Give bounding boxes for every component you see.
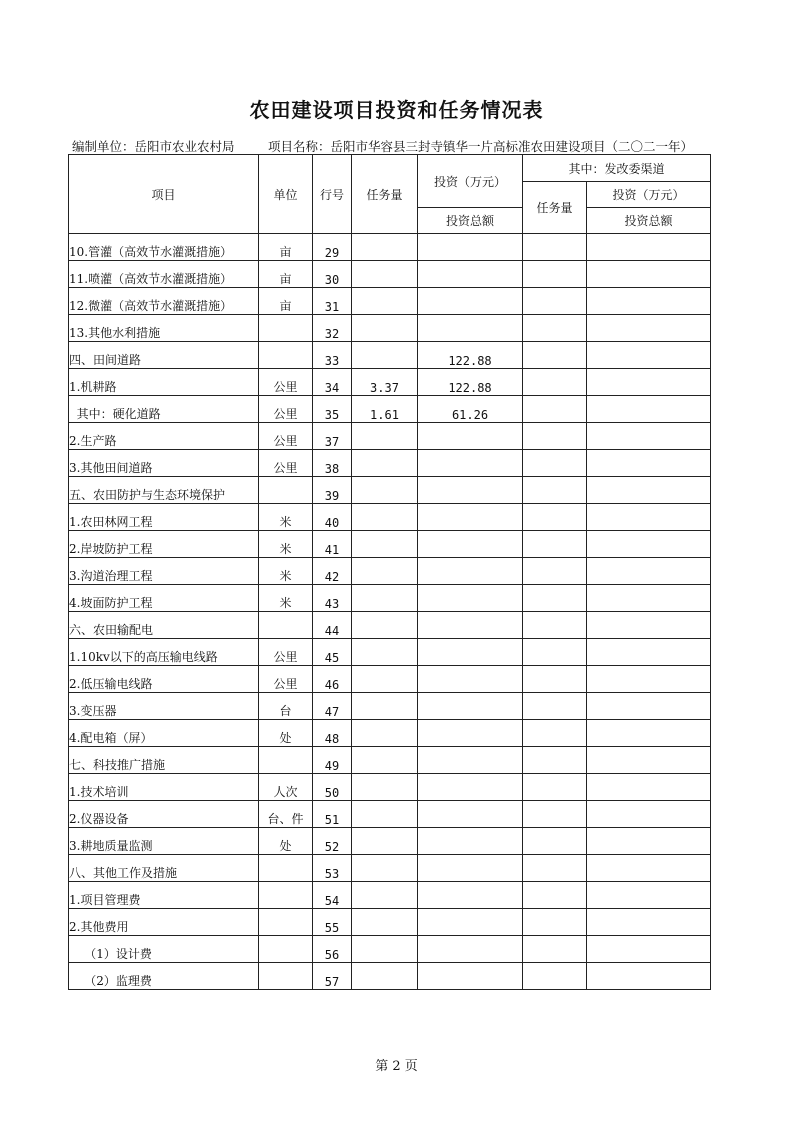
row-number: 46: [313, 666, 352, 693]
row-number: 45: [313, 639, 352, 666]
row-invest-total: [418, 774, 523, 801]
row-number: 42: [313, 558, 352, 585]
table-row: [69, 531, 711, 558]
row-item-name: 13.其他水利措施: [69, 315, 259, 342]
row-task-amount: [352, 909, 418, 936]
table-row: [69, 288, 711, 315]
row-item-name: 1.项目管理费: [69, 882, 259, 909]
row-task-amount: [352, 585, 418, 612]
table-row: [69, 855, 711, 882]
row-unit: 公里: [259, 666, 313, 693]
table-row: [69, 369, 711, 396]
row-invest-total: [418, 720, 523, 747]
row-invest-total: 122.88: [418, 369, 523, 396]
row-sub-task-amount: [523, 936, 587, 963]
row-number: 32: [313, 315, 352, 342]
row-invest-total: [418, 666, 523, 693]
row-number: 54: [313, 882, 352, 909]
row-number: 56: [313, 936, 352, 963]
row-item-name: 1.农田林网工程: [69, 504, 259, 531]
header-sub-task: 任务量: [523, 182, 587, 234]
table-row: [69, 963, 711, 990]
row-item-name: （2）监理费: [69, 963, 259, 990]
project-name: 项目名称：岳阳市华容县三封寺镇华一片高标准农田建设项目（二〇二一年）: [268, 139, 694, 154]
row-sub-invest-total: [587, 477, 711, 504]
row-sub-task-amount: [523, 315, 587, 342]
table-row: [69, 720, 711, 747]
row-task-amount: [352, 774, 418, 801]
row-item-name: 八、其他工作及措施: [69, 855, 259, 882]
row-number: 50: [313, 774, 352, 801]
row-task-amount: [352, 828, 418, 855]
row-number: 40: [313, 504, 352, 531]
row-task-amount: [352, 261, 418, 288]
compiling-unit: 编制单位：岳阳市农业农村局: [72, 139, 235, 154]
row-sub-task-amount: [523, 963, 587, 990]
row-invest-total: [418, 531, 523, 558]
row-number: 57: [313, 963, 352, 990]
row-unit: [259, 315, 313, 342]
row-unit: 米: [259, 585, 313, 612]
row-sub-invest-total: [587, 801, 711, 828]
row-task-amount: [352, 963, 418, 990]
row-sub-invest-total: [587, 855, 711, 882]
row-sub-task-amount: [523, 774, 587, 801]
row-sub-invest-total: [587, 288, 711, 315]
row-item-name: 2.低压输电线路: [69, 666, 259, 693]
row-sub-task-amount: [523, 855, 587, 882]
row-item-name: 五、农田防护与生态环境保护: [69, 477, 259, 504]
row-unit: [259, 936, 313, 963]
row-sub-invest-total: [587, 774, 711, 801]
row-task-amount: [352, 693, 418, 720]
table-row: [69, 585, 711, 612]
table-row: [69, 936, 711, 963]
header-item: 项目: [69, 155, 259, 234]
row-sub-invest-total: [587, 612, 711, 639]
table-row: [69, 396, 711, 423]
row-task-amount: [352, 801, 418, 828]
row-number: 55: [313, 909, 352, 936]
row-item-name: 1.10kv以下的高压输电线路: [69, 639, 259, 666]
table-row: [69, 261, 711, 288]
row-unit: 亩: [259, 234, 313, 261]
row-task-amount: 1.61: [352, 396, 418, 423]
row-unit: 公里: [259, 369, 313, 396]
row-task-amount: [352, 747, 418, 774]
row-sub-task-amount: [523, 882, 587, 909]
row-unit: 台: [259, 693, 313, 720]
row-task-amount: [352, 936, 418, 963]
row-sub-task-amount: [523, 342, 587, 369]
table-row: [69, 828, 711, 855]
row-sub-task-amount: [523, 423, 587, 450]
row-invest-total: [418, 234, 523, 261]
row-invest-total: [418, 828, 523, 855]
row-invest-total: [418, 936, 523, 963]
row-sub-invest-total: [587, 369, 711, 396]
row-item-name: 12.微灌（高效节水灌溉措施）: [69, 288, 259, 315]
row-number: 47: [313, 693, 352, 720]
table-row: [69, 747, 711, 774]
row-number: 29: [313, 234, 352, 261]
row-number: 52: [313, 828, 352, 855]
table-row: [69, 639, 711, 666]
row-item-name: 3.变压器: [69, 693, 259, 720]
row-task-amount: [352, 639, 418, 666]
row-unit: 台、件: [259, 801, 313, 828]
row-sub-invest-total: [587, 720, 711, 747]
table-row: [69, 909, 711, 936]
header-unit: 单位: [259, 155, 313, 234]
row-sub-task-amount: [523, 909, 587, 936]
row-sub-invest-total: [587, 261, 711, 288]
row-unit: 公里: [259, 423, 313, 450]
row-invest-total: 122.88: [418, 342, 523, 369]
row-item-name: 4.坡面防护工程: [69, 585, 259, 612]
row-unit: 公里: [259, 396, 313, 423]
row-item-name: 3.沟道治理工程: [69, 558, 259, 585]
row-item-name: 七、科技推广措施: [69, 747, 259, 774]
row-item-name: 3.其他田间道路: [69, 450, 259, 477]
row-sub-task-amount: [523, 828, 587, 855]
table-row: [69, 423, 711, 450]
row-unit: 处: [259, 828, 313, 855]
row-sub-task-amount: [523, 747, 587, 774]
row-item-name: 4.配电箱（屏）: [69, 720, 259, 747]
row-unit: 公里: [259, 450, 313, 477]
row-item-name: 1.技术培训: [69, 774, 259, 801]
row-unit: [259, 909, 313, 936]
row-number: 49: [313, 747, 352, 774]
row-item-name: 四、田间道路: [69, 342, 259, 369]
page-number: 第 2 页: [375, 1059, 418, 1074]
row-unit: 处: [259, 720, 313, 747]
header-sub-invest-total: 投资总额: [587, 208, 711, 234]
row-invest-total: [418, 963, 523, 990]
row-sub-invest-total: [587, 909, 711, 936]
row-item-name: 2.其他费用: [69, 909, 259, 936]
row-sub-invest-total: [587, 423, 711, 450]
table-row: [69, 774, 711, 801]
header-invest-total: 投资总额: [418, 208, 523, 234]
row-unit: [259, 855, 313, 882]
row-sub-task-amount: [523, 558, 587, 585]
row-task-amount: [352, 450, 418, 477]
row-task-amount: [352, 504, 418, 531]
row-item-name: 2.生产路: [69, 423, 259, 450]
row-number: 41: [313, 531, 352, 558]
page-title: 农田建设项目投资和任务情况表: [249, 98, 544, 122]
table-row: [69, 504, 711, 531]
row-invest-total: [418, 504, 523, 531]
row-invest-total: [418, 477, 523, 504]
row-number: 33: [313, 342, 352, 369]
row-invest-total: [418, 747, 523, 774]
row-task-amount: [352, 477, 418, 504]
row-item-name: 2.仪器设备: [69, 801, 259, 828]
row-invest-total: [418, 585, 523, 612]
row-sub-task-amount: [523, 666, 587, 693]
row-number: 51: [313, 801, 352, 828]
row-item-name: 2.岸坡防护工程: [69, 531, 259, 558]
row-unit: [259, 747, 313, 774]
row-sub-task-amount: [523, 585, 587, 612]
row-task-amount: [352, 288, 418, 315]
row-invest-total: [418, 423, 523, 450]
table-row: [69, 882, 711, 909]
row-sub-task-amount: [523, 234, 587, 261]
row-task-amount: [352, 558, 418, 585]
table-row: [69, 693, 711, 720]
row-unit: 米: [259, 558, 313, 585]
row-sub-task-amount: [523, 369, 587, 396]
row-task-amount: [352, 612, 418, 639]
row-number: 34: [313, 369, 352, 396]
row-sub-task-amount: [523, 504, 587, 531]
row-number: 53: [313, 855, 352, 882]
row-sub-task-amount: [523, 450, 587, 477]
row-item-name: 1.机耕路: [69, 369, 259, 396]
row-task-amount: [352, 234, 418, 261]
row-number: 30: [313, 261, 352, 288]
row-number: 31: [313, 288, 352, 315]
row-sub-invest-total: [587, 666, 711, 693]
investment-task-table: [68, 154, 711, 990]
header-sub-invest: 投资（万元）: [587, 182, 711, 208]
row-sub-task-amount: [523, 396, 587, 423]
header-sub-group: 其中：发改委渠道: [523, 155, 711, 182]
row-invest-total: [418, 261, 523, 288]
row-task-amount: [352, 423, 418, 450]
row-sub-invest-total: [587, 315, 711, 342]
row-unit: 亩: [259, 288, 313, 315]
header-task: 任务量: [352, 155, 418, 234]
row-sub-task-amount: [523, 639, 587, 666]
row-invest-total: [418, 909, 523, 936]
table-row: [69, 801, 711, 828]
row-sub-task-amount: [523, 693, 587, 720]
row-sub-invest-total: [587, 936, 711, 963]
row-unit: 米: [259, 531, 313, 558]
row-sub-invest-total: [587, 504, 711, 531]
row-unit: [259, 342, 313, 369]
row-sub-task-amount: [523, 720, 587, 747]
row-sub-task-amount: [523, 288, 587, 315]
row-sub-task-amount: [523, 801, 587, 828]
table-row: [69, 558, 711, 585]
row-invest-total: [418, 558, 523, 585]
header-invest: 投资（万元）: [418, 155, 523, 208]
row-invest-total: [418, 882, 523, 909]
row-unit: [259, 612, 313, 639]
table-row: [69, 612, 711, 639]
table-row: [69, 342, 711, 369]
row-sub-task-amount: [523, 531, 587, 558]
row-item-name: 11.喷灌（高效节水灌溉措施）: [69, 261, 259, 288]
row-sub-invest-total: [587, 531, 711, 558]
row-task-amount: [352, 315, 418, 342]
row-invest-total: [418, 315, 523, 342]
row-invest-total: 61.26: [418, 396, 523, 423]
row-task-amount: [352, 882, 418, 909]
row-unit: 亩: [259, 261, 313, 288]
row-task-amount: [352, 342, 418, 369]
row-sub-invest-total: [587, 639, 711, 666]
table-row: [69, 666, 711, 693]
row-invest-total: [418, 855, 523, 882]
row-task-amount: [352, 720, 418, 747]
row-unit: 米: [259, 504, 313, 531]
row-unit: 公里: [259, 639, 313, 666]
row-invest-total: [418, 639, 523, 666]
row-sub-invest-total: [587, 558, 711, 585]
header-row-no: 行号: [313, 155, 352, 234]
row-task-amount: [352, 666, 418, 693]
row-sub-task-amount: [523, 477, 587, 504]
row-invest-total: [418, 450, 523, 477]
row-sub-task-amount: [523, 612, 587, 639]
row-invest-total: [418, 693, 523, 720]
row-sub-invest-total: [587, 963, 711, 990]
table-row: [69, 450, 711, 477]
row-sub-invest-total: [587, 828, 711, 855]
row-sub-invest-total: [587, 882, 711, 909]
row-item-name: （1）设计费: [69, 936, 259, 963]
row-invest-total: [418, 288, 523, 315]
row-number: 35: [313, 396, 352, 423]
row-number: 37: [313, 423, 352, 450]
row-sub-task-amount: [523, 261, 587, 288]
row-unit: [259, 882, 313, 909]
row-sub-invest-total: [587, 450, 711, 477]
row-number: 48: [313, 720, 352, 747]
row-number: 44: [313, 612, 352, 639]
row-unit: [259, 963, 313, 990]
row-item-name: 六、农田输配电: [69, 612, 259, 639]
row-sub-invest-total: [587, 396, 711, 423]
row-number: 39: [313, 477, 352, 504]
row-invest-total: [418, 801, 523, 828]
row-invest-total: [418, 612, 523, 639]
row-task-amount: [352, 855, 418, 882]
table-row: [69, 234, 711, 261]
row-item-name: 3.耕地质量监测: [69, 828, 259, 855]
row-item-name: 其中：硬化道路: [69, 396, 259, 423]
row-number: 38: [313, 450, 352, 477]
row-sub-invest-total: [587, 234, 711, 261]
row-number: 43: [313, 585, 352, 612]
row-unit: [259, 477, 313, 504]
row-sub-invest-total: [587, 747, 711, 774]
table-row: [69, 477, 711, 504]
row-sub-invest-total: [587, 693, 711, 720]
row-sub-invest-total: [587, 342, 711, 369]
table-row: [69, 315, 711, 342]
row-unit: 人次: [259, 774, 313, 801]
row-task-amount: [352, 531, 418, 558]
row-sub-invest-total: [587, 585, 711, 612]
row-task-amount: 3.37: [352, 369, 418, 396]
row-item-name: 10.管灌（高效节水灌溉措施）: [69, 234, 259, 261]
